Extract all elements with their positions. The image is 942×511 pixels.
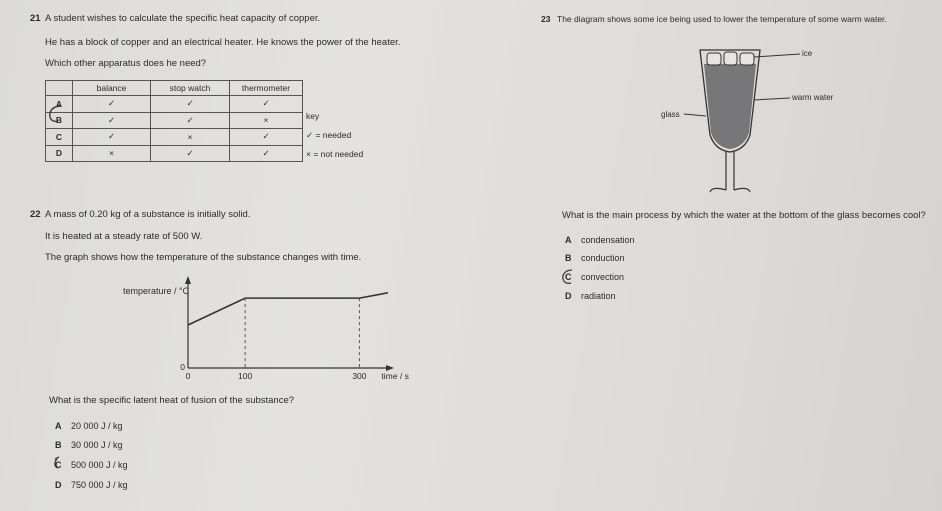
x-tick-label: 300 xyxy=(352,371,367,381)
option-letter: D xyxy=(55,480,62,490)
table-key-not-needed: × = not needed xyxy=(306,149,364,159)
table-header-cell xyxy=(46,81,73,96)
row-letter: A xyxy=(46,96,73,113)
q22-option-d[interactable] xyxy=(55,480,128,490)
option-text: 500 000 J / kg xyxy=(71,460,128,470)
table-cell: ✓ xyxy=(230,96,303,113)
table-cell: × xyxy=(73,145,151,162)
table-cell: ✓ xyxy=(73,112,151,129)
q21-number: 21 xyxy=(30,13,41,24)
row-letter: D xyxy=(46,145,73,162)
table-cell: ✓ xyxy=(73,96,151,113)
table-header-row xyxy=(46,81,303,96)
option-text: 20 000 J / kg xyxy=(71,421,123,431)
ice-label: ice xyxy=(802,49,813,58)
q22-number: 22 xyxy=(30,209,41,220)
q23-option-a[interactable] xyxy=(565,235,635,245)
q22-line1: A mass of 0.20 kg of a substance is initially solid. xyxy=(45,209,251,220)
q23-number: 23 xyxy=(541,14,551,24)
table-key-title: key xyxy=(306,111,320,121)
table-row xyxy=(46,112,303,129)
warm-water-label: warm water xyxy=(792,93,834,102)
q22-line2: It is heated at a steady rate of 500 W. xyxy=(45,231,203,242)
water-leader-line xyxy=(754,98,790,100)
ice-cube xyxy=(707,53,721,65)
table-row xyxy=(46,96,303,113)
option-letter: B xyxy=(55,440,62,450)
handwritten-tick-mark xyxy=(52,456,66,472)
table-row xyxy=(46,129,303,146)
table-cell: × xyxy=(230,112,303,129)
q21-question: Which other apparatus does he need? xyxy=(45,58,207,69)
x-tick-label: 100 xyxy=(238,371,253,381)
q23-question: What is the main process by which the water at the bottom of the glass becomes cool? xyxy=(562,210,926,221)
temperature-time-graph xyxy=(150,268,409,393)
option-text: condensation xyxy=(581,235,635,245)
q22-line3: The graph shows how the temperature of the substance changes with time. xyxy=(45,252,362,263)
table-cell: ✓ xyxy=(230,145,303,162)
option-text: radiation xyxy=(581,291,616,301)
table-row xyxy=(46,145,303,162)
table-cell: × xyxy=(151,129,230,146)
option-text: conduction xyxy=(581,253,625,263)
table-header-cell: thermometer xyxy=(230,81,303,96)
y-origin-label: 0 xyxy=(180,362,185,372)
y-axis-arrow xyxy=(185,276,191,284)
glass-base xyxy=(710,188,750,192)
ice-glass-diagram xyxy=(650,40,850,200)
glass-label: glass xyxy=(661,110,680,119)
glass-leader-line xyxy=(684,114,706,116)
ice-cube xyxy=(740,53,754,65)
table-cell: ✓ xyxy=(151,145,230,162)
table-cell: ✓ xyxy=(151,96,230,113)
option-letter: A xyxy=(55,421,62,431)
q21-line1: A student wishes to calculate the specific heat capacity of copper. xyxy=(45,13,321,24)
option-letter: A xyxy=(565,235,572,245)
table-key-needed: ✓ = needed xyxy=(306,130,352,140)
q22-option-a[interactable] xyxy=(55,421,123,431)
option-letter: C xyxy=(55,460,62,470)
row-letter: B xyxy=(46,112,73,129)
option-letter: D xyxy=(565,291,572,301)
table-header-cell: balance xyxy=(73,81,151,96)
q23-option-d[interactable] xyxy=(565,291,616,301)
table-cell: ✓ xyxy=(151,112,230,129)
warm-water xyxy=(704,64,756,149)
ice-leader-line xyxy=(754,54,800,57)
option-text: 30 000 J / kg xyxy=(71,440,123,450)
option-text: convection xyxy=(581,272,625,282)
table-cell: ✓ xyxy=(230,129,303,146)
graph-y-label: temperature / °C xyxy=(123,286,190,296)
q23-option-b[interactable] xyxy=(565,253,625,263)
row-letter: C xyxy=(46,129,73,146)
q21-line2: He has a block of copper and an electrical heater. He knows the power of the heater. xyxy=(45,37,401,48)
ice-cube xyxy=(724,52,737,65)
apparatus-table xyxy=(45,80,303,162)
option-text: 750 000 J / kg xyxy=(71,480,128,490)
graph-x-label: time / s xyxy=(381,371,409,381)
table-header-cell: stop watch xyxy=(151,81,230,96)
graph-series-line xyxy=(188,293,388,325)
x-origin-label: 0 xyxy=(185,371,191,381)
option-letter: B xyxy=(565,253,572,263)
handwritten-circle-mark xyxy=(48,104,68,124)
handwritten-circle-mark xyxy=(561,268,577,286)
q23-line1: The diagram shows some ice being used to lower the temperature of some warm water. xyxy=(557,14,887,24)
option-letter: C xyxy=(565,272,572,282)
table-cell: ✓ xyxy=(73,129,151,146)
q22-question: What is the specific latent heat of fusion of the substance? xyxy=(49,395,295,406)
q22-option-b[interactable] xyxy=(55,440,123,450)
